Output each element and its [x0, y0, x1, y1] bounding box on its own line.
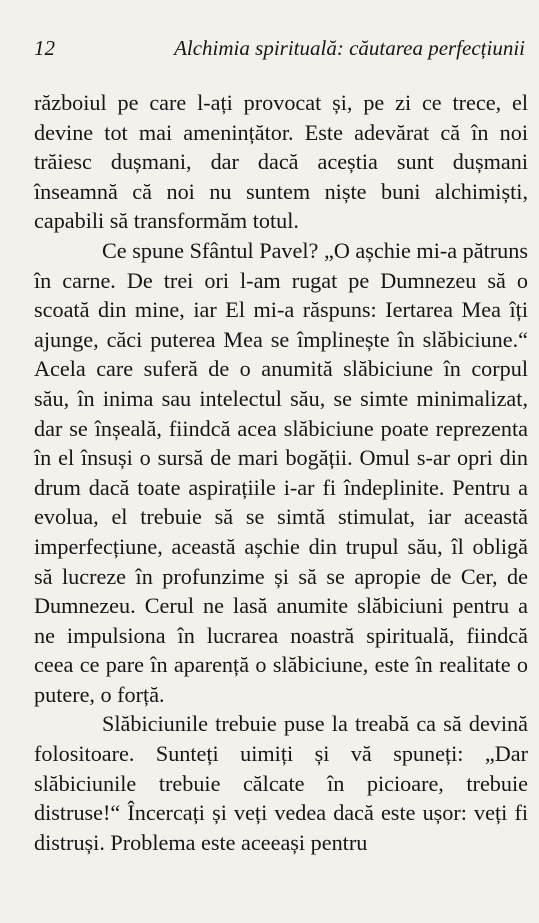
running-title: Alchimia spirituală: căutarea perfecțiunii: [174, 36, 525, 60]
paragraph-saint-paul: Ce spune Sfântul Pavel? „O așchie mi-a pătruns în carne. De trei ori l-am rugat pe Dumnezeu să o scoată din mine, iar El mi-a răspuns: Iertarea Mea îți ajunge, căci puterea Mea se împlinește în slăbiciune.“ Acela care suferă de o anumită slăbiciune în corpul său, în inima sau intelectul său, se simte minimalizat, dar se înșeală, fiindcă acea slăbiciune poate reprezenta în el însuși o sursă de mari bogății. Omul s-ar opri din drum dacă toate aspirațiile i-ar fi îndeplinite. Pentru a evolua, el trebuie să se simtă stimulat, iar această imperfecțiune, această așchie din trupul său, îl obligă să lucreze în profunzime și să se apropie de Cer, de Dumnezeu. Cerul ne lasă anumite slăbiciuni pentru a ne impulsiona în lucrarea noastră spirituală, fiindcă ceea ce pare în aparență o slăbiciune, este în realitate o putere, o forță.: [34, 237, 528, 707]
running-header: [34, 34, 525, 62]
body-text: [34, 88, 528, 857]
paragraph-weaknesses: Slăbiciunile trebuie puse la treabă ca să devină folositoare. Sunteți uimiți și vă spuneți: „Dar slăbiciunile trebuie călcate în picioare, trebuie distruse!“ Încercați și veți vedea dacă este ușor: veți fi distruși. Problema este aceeași pentru: [34, 711, 528, 855]
paragraph-continuation: războiul pe care l-ați provocat și, pe zi ce trece, el devine tot mai amenințător. Este adevărat că în noi trăiesc dușmani, dar dacă aceștia sunt dușmani înseamnă că noi nu suntem niște buni alchimiști, capabili să transformăm totul.: [34, 90, 528, 234]
page-number: 12: [34, 36, 55, 60]
